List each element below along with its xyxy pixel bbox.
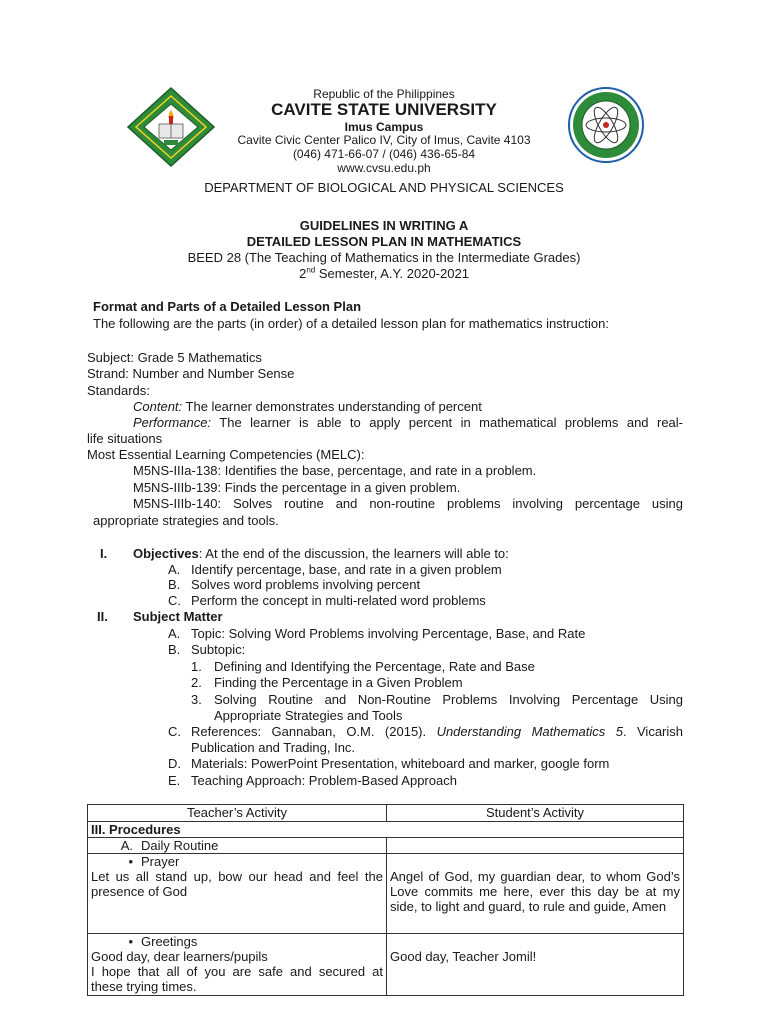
melc-item: M5NS-IIIa-138: Identifies the base, percentage, and rate in a problem. (133, 463, 537, 478)
objectives-heading: Objectives: At the end of the discussion, the learners will able to: (133, 546, 509, 561)
title-line1: GUIDELINES IN WRITING A (299, 218, 469, 233)
subtopic-num: 1. (191, 659, 202, 674)
objectives-numeral: I. (100, 546, 108, 561)
table-row (88, 934, 387, 996)
header-phone: (046) 471-66-07 / (046) 436-65-84 (292, 147, 476, 161)
plan-performance-cont: life situations (87, 431, 163, 446)
header-campus: Imus Campus (344, 120, 424, 134)
objective-letter: A. (168, 562, 181, 577)
row-title: Greetings (141, 934, 198, 949)
header-republic: Republic of the Philippines (313, 87, 455, 101)
row-title: Prayer (141, 854, 180, 869)
intro-heading: Format and Parts of a Detailed Lesson Plan (93, 299, 362, 314)
subject-matter-numeral: II. (97, 609, 108, 624)
sm-letter: A. (168, 626, 181, 641)
subtopic-item: Defining and Identifying the Percentage, Rate and Base (214, 659, 535, 674)
bullet-icon: • (128, 934, 133, 949)
sm-letter: E. (168, 773, 181, 788)
melc-item-cont: appropriate strategies and tools. (93, 513, 279, 528)
sm-letter: B. (168, 642, 181, 657)
student-activity: Angel of God, my guardian dear, to whom God’s Love commits me here, ever this day be at my side, to light and guard, to rule and guide, Amen (387, 854, 684, 934)
sm-materials: Materials: PowerPoint Presentation, whiteboard and marker, google form (191, 756, 610, 771)
procedures-heading: III. Procedures (88, 822, 684, 838)
melc-item: M5NS-IIIb-139: Finds the percentage in a given problem. (133, 480, 461, 495)
teacher-activity: I hope that all of you are safe and secured at these trying times. (91, 964, 383, 994)
daily-routine-label: Daily Routine (141, 838, 219, 853)
plan-content: Content: The learner demonstrates understanding of percent (133, 399, 482, 414)
objective-letter: C. (168, 593, 181, 608)
header-website: www.cvsu.edu.ph (337, 161, 431, 175)
col-teacher-header: Teacher’s Activity (88, 805, 387, 822)
plan-melc: Most Essential Learning Competencies (MELC): (87, 447, 365, 462)
intro-text: The following are the parts (in order) of a detailed lesson plan for mathematics instruction: (93, 316, 609, 331)
teacher-activity: Good day, dear learners/pupils (91, 949, 268, 964)
header-address: Cavite Civic Center Palico IV, City of Imus, Cavite 4103 (237, 133, 531, 147)
subtopic-num: 2. (191, 675, 202, 690)
title-semester: 2nd Semester, A.Y. 2020-2021 (299, 265, 469, 281)
objective-item: Perform the concept in multi-related word problems (191, 593, 486, 608)
title-course: BEED 28 (The Teaching of Mathematics in the Intermediate Grades) (187, 250, 581, 265)
student-activity: Good day, Teacher Jomil! (387, 934, 684, 996)
plan-performance: Performance: The learner is able to apply percent in mathematical problems and real- (133, 415, 683, 430)
header-department: DEPARTMENT OF BIOLOGICAL AND PHYSICAL SCIENCES (204, 180, 564, 195)
daily-routine-cell (88, 838, 387, 854)
bullet-icon: • (128, 854, 133, 869)
objective-item: Solves word problems involving percent (191, 577, 421, 592)
sm-references-cont: Publication and Trading, Inc. (191, 740, 356, 755)
title-line2: DETAILED LESSON PLAN IN MATHEMATICS (246, 234, 522, 249)
empty-cell (387, 838, 684, 854)
table-row (88, 854, 387, 934)
objective-item: Identify percentage, base, and rate in a given problem (191, 562, 502, 577)
plan-standards: Standards: (87, 383, 150, 398)
sm-topic: Topic: Solving Word Problems involving Percentage, Base, and Rate (191, 626, 586, 641)
plan-subject: Subject: Grade 5 Mathematics (87, 350, 262, 365)
procedures-table (87, 804, 684, 996)
plan-strand: Strand: Number and Number Sense (87, 366, 295, 381)
sm-approach: Teaching Approach: Problem-Based Approach (191, 773, 457, 788)
routine-letter: A. (120, 838, 133, 853)
subtopic-item: Finding the Percentage in a Given Problem (214, 675, 463, 690)
sm-letter: C. (168, 724, 181, 739)
header-university: CAVITE STATE UNIVERSITY (271, 100, 497, 119)
teacher-activity: Let us all stand up, bow our head and feel the presence of God (91, 869, 383, 899)
subtopic-item: Solving Routine and Non-Routine Problems Involving Percentage Using (214, 692, 683, 707)
subject-matter-heading: Subject Matter (133, 609, 223, 624)
subtopic-item-cont: Appropriate Strategies and Tools (214, 708, 403, 723)
col-student-header: Student’s Activity (387, 805, 684, 822)
sm-subtopic: Subtopic: (191, 642, 246, 657)
melc-item: M5NS-IIIb-140: Solves routine and non-routine problems involving percentage using (133, 496, 683, 511)
objective-letter: B. (168, 577, 181, 592)
subtopic-num: 3. (191, 692, 202, 707)
sm-letter: D. (168, 756, 181, 771)
sm-references: References: Gannaban, O.M. (2015). Understanding Mathematics 5. Vicarish (191, 724, 683, 739)
